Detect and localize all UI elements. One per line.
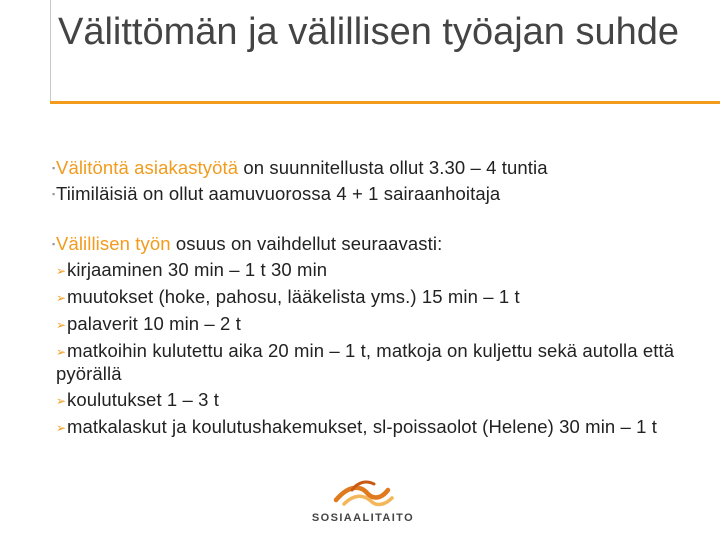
- arrow-bullet-icon: ➢: [56, 394, 67, 408]
- arrow-bullet-icon: ➢: [56, 345, 67, 359]
- bullet-text: osuus on vaihdellut seuraavasti:: [170, 233, 443, 254]
- dot-bullet-icon: ▪: [52, 239, 56, 249]
- highlight-text: Välitöntä asiakastyötä: [56, 157, 239, 178]
- bullet-text: on suunnitellusta ollut 3.30 – 4 tuntia: [238, 157, 548, 178]
- highlight-text: Välillisen työn: [56, 233, 171, 254]
- sub-item-text: muutokset (hoke, pahosu, lääkelista yms.) 15 min – 1 t: [67, 286, 520, 307]
- bullet-team-members: [52, 181, 706, 207]
- arrow-bullet-icon: ➢: [56, 264, 67, 278]
- sub-item-kirjaaminen: [56, 257, 706, 284]
- arrow-bullet-icon: ➢: [56, 291, 67, 305]
- bullet-direct-work: [52, 155, 706, 181]
- sub-item-koulutukset: [56, 387, 706, 414]
- slide-content: [52, 155, 706, 441]
- slide-title: Välittömän ja välillisen työajan suhde: [58, 11, 680, 53]
- dot-bullet-icon: ▪: [52, 189, 56, 199]
- sub-item-matkalaskut: [56, 414, 706, 441]
- sub-item-matkat: [56, 338, 706, 387]
- swoosh-logo-icon: [308, 478, 418, 512]
- sub-item-text: palaverit 10 min – 2 t: [67, 313, 241, 334]
- logo-wordmark: SOSIAALITAITO: [311, 512, 415, 524]
- title-left-rule: [50, 0, 51, 102]
- sub-item-text: kirjaaminen 30 min – 1 t 30 min: [67, 259, 328, 280]
- dot-bullet-icon: ▪: [52, 163, 56, 173]
- sub-item-text: matkoihin kulutettu aika 20 min – 1 t, matkoja on kuljettu sekä autolla että pyörällä: [56, 340, 675, 384]
- bullet-indirect-work: [52, 231, 706, 257]
- arrow-bullet-icon: ➢: [56, 318, 67, 332]
- sub-item-muutokset: [56, 284, 706, 311]
- sub-item-palaverit: [56, 311, 706, 338]
- bullet-text: Tiimiläisiä on ollut aamuvuorossa 4 + 1 sairaanhoitaja: [56, 183, 501, 204]
- sub-item-text: koulutukset 1 – 3 t: [67, 389, 220, 410]
- sosiaalitaito-logo: [308, 478, 418, 528]
- arrow-bullet-icon: ➢: [56, 421, 67, 435]
- sub-item-text: matkalaskut ja koulutushakemukset, sl-poissaolot (Helene) 30 min – 1 t: [67, 416, 658, 437]
- title-underline-bar: [50, 101, 720, 104]
